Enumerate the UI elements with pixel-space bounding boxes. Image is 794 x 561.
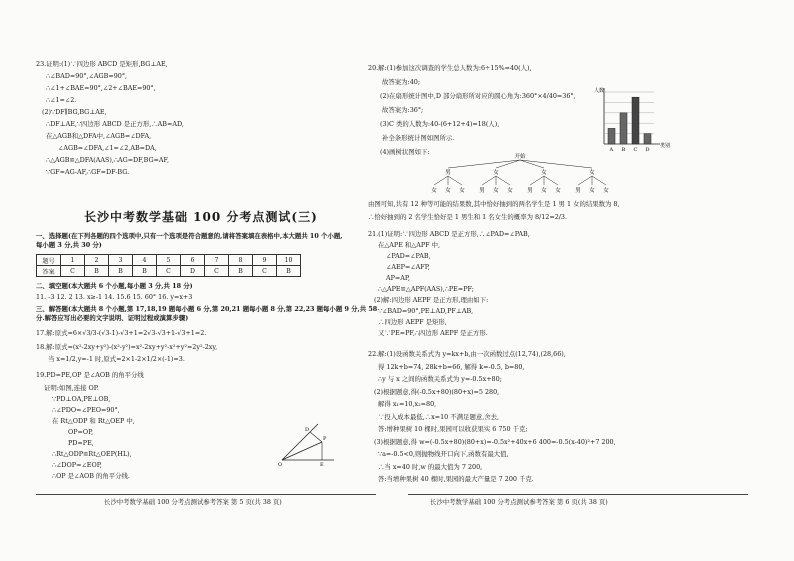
q22-line: (2)根据题意,得(-0.5x+80)(80+x)=5 280, <box>374 387 500 396</box>
q20-line: 20.解:(1)参加这次调查的学生总人数为:6÷15%=40(人), <box>368 64 532 72</box>
tree-branch <box>448 176 462 185</box>
tree-branch <box>448 160 520 168</box>
x-tick-label: B <box>621 147 626 153</box>
answer-cell: C <box>157 266 181 277</box>
q22-line: 答:增种果树 10 棵时,果园可以收获果实 6 750 千克; <box>378 425 528 433</box>
answer-cell: C <box>253 266 277 277</box>
q19-line: OP=OP, <box>68 428 94 436</box>
question-number-cell: 4 <box>133 255 157 266</box>
q21-line: 在△APE 和△APF 中, <box>378 241 441 249</box>
bar-B <box>620 113 627 144</box>
tree-level2-node: 女 <box>493 188 499 194</box>
q20-line: (2)在扇形统计图中,D 部分扇形所对应的圆心角为:360°×4/40=36°, <box>380 92 576 100</box>
section2-answers: 11. -3 12. 2 13. x≥-1 14. 15.6 15. 60° 16. y=x+3 <box>36 293 193 301</box>
q20-line: (3)C 类的人数为:40-(6+12+4)=18(人), <box>380 120 500 128</box>
svg-text:P: P <box>323 436 327 442</box>
answer-table-answer-row <box>37 266 301 277</box>
left-footer-rule <box>36 494 376 495</box>
answer-cell: B <box>85 266 109 277</box>
q21-line: ∴四边形 AEPF 是矩形, <box>378 318 447 326</box>
angle-bisector-figure <box>278 420 338 468</box>
q21-line: AP=AP, <box>386 274 410 282</box>
tree-branch <box>592 176 606 185</box>
q21-line: ∠AEP=∠AFP, <box>386 263 430 271</box>
section1-heading-cont: 每小题 3 分,共 30 分) <box>36 241 102 249</box>
question-number-cell: 8 <box>229 255 253 266</box>
tree-level2-node: 女 <box>507 188 513 194</box>
y-axis-label: 人数 <box>594 88 605 94</box>
question-number-cell: 7 <box>205 255 229 266</box>
tree-branch <box>578 176 592 185</box>
q21-line: ∴△APE≌△APF(AAS),∴PE=PF; <box>378 285 474 293</box>
section1-heading: 一、选择题(在下列各题的四个选项中,只有一个选项是符合题意的,请将答案填在表格中,本大题共 10 个小题, <box>36 232 343 240</box>
q22-line: ∵a=-0.5<0,则抛物线开口向下,函数有最大值, <box>378 450 509 458</box>
q21-line: ∵∠BAD=90°,PE⊥AD,PF⊥AB, <box>378 307 474 315</box>
tree-level2-node: 女 <box>603 188 609 194</box>
tree-level1-node: 女 <box>541 170 547 176</box>
tree-level2-node: 女 <box>555 188 561 194</box>
q19-line: ∴∠PDO=∠PEO=90°, <box>52 406 120 414</box>
tree-level2-node: 女 <box>541 188 547 194</box>
q22-line: ∵投入成本最低,∴x=10 不满足题意,舍去, <box>378 412 500 421</box>
right-footer-rule <box>408 494 748 495</box>
q19-line: 在 Rt△ODP 和 Rt△OEP 中, <box>52 417 135 425</box>
answer-cell: B <box>277 266 301 277</box>
svg-text:O: O <box>278 462 283 468</box>
q20-line: ∴恰好抽到的 2 名学生恰好是 1 男生和 1 名女生的概率为 8/12=2/3. <box>368 213 568 221</box>
tree-branch <box>530 176 544 185</box>
q22-line: 得 12k+b=74, 28k+b=66, 解得 k=-0.5, b=80, <box>378 362 525 371</box>
question-number-cell: 6 <box>181 255 205 266</box>
q19-line: ∴∠DOP=∠EOP, <box>52 461 102 469</box>
x-tick-label: C <box>633 147 638 153</box>
answer-cell: D <box>181 266 205 277</box>
tree-diagram <box>420 152 620 196</box>
answer-cell: C <box>205 266 229 277</box>
question-number-cell: 5 <box>157 255 181 266</box>
left-page-footer: 长沙中考数学基础 100 分考点测试参考答案 第 5 页(共 38 页) <box>104 498 282 506</box>
q23-line: ∴∠BAD=90°,∠AGB=90°, <box>46 72 128 80</box>
question-number-cell: 2 <box>85 255 109 266</box>
question-number-cell: 10 <box>277 255 301 266</box>
x-axis-label: 类别 <box>660 143 671 149</box>
svg-text:D: D <box>305 427 310 433</box>
tree-level2-node: 男 <box>527 188 533 194</box>
q22-line: (3)根据题意,得 w=(-0.5x+80)(80+x)=-0.5x²+40x+6 400=-0.5(x-40)²+7 200, <box>374 437 616 446</box>
bar-A <box>608 128 615 144</box>
q21-line: 又∵PE=PF,∴四边形 AEPF 是正方形. <box>378 329 488 337</box>
tree-level2-node: 女 <box>445 188 451 194</box>
answer-table <box>36 254 301 277</box>
tree-level1-node: 女 <box>493 170 499 176</box>
tree-level2-node: 男 <box>479 188 485 194</box>
q22-line: ∴y 与 x 之间的函数关系式为 y=-0.5x+80; <box>378 375 502 383</box>
q20-line: 故答案为:36°; <box>382 106 424 114</box>
q22-line: 解得 x₁=10,x₂=80, <box>378 400 437 408</box>
page-title: 长沙中考数学基础 100 分考点测试(三) <box>84 210 318 224</box>
tree-level2-node: 女 <box>459 188 465 194</box>
question-number-cell: 题号 <box>37 255 61 266</box>
q21-line: (2)解:四边形 AEPF 是正方形,理由如下: <box>374 296 489 304</box>
q23-line: ∴∠1+∠BAE=90°,∠2+∠BAE=90°, <box>46 84 156 92</box>
section3-heading: 三、解答题(本大题共 8 个小题,第 17,18,19 题每小题 6 分,第 20,21 题每小题 8 分,第 22,23 题每小题 9 分,共 58 <box>36 305 378 313</box>
q21-line: ∠PAD=∠PAB, <box>386 252 431 260</box>
q23-line: (2)∵DF∥BG,BG⊥AE, <box>42 108 107 116</box>
tree-level1-node: 男 <box>445 170 451 176</box>
q18-solution: 18.解:原式=(x²-2xy+y²)-(x²-y²)=x²-2xy+y²-x²+y²=2y²-2xy, <box>36 343 218 351</box>
answer-cell: B <box>133 266 157 277</box>
q23-line: ∠AGB=∠DFA,∠1=∠2,AB=DA, <box>58 144 157 152</box>
q19-line: 证明:如图,连接 OP. <box>44 384 99 392</box>
section2-heading: 二、填空题(本大题共 6 个小题,每小题 3 分,共 18 分) <box>36 282 193 290</box>
bar-C <box>632 97 639 144</box>
q23-line: 在△AGB和△DFA中,∠AGB=∠DFA, <box>46 132 152 140</box>
tree-branch <box>544 176 558 185</box>
q22-line: 22.解:(1)设函数关系式为 y=kx+b,由一次函数过点(12,74),(28,66), <box>368 350 566 358</box>
right-page-footer: 长沙中考数学基础 100 分考点测试参考答案 第 6 页(共 38 页) <box>430 498 608 506</box>
tree-level1-node: 女 <box>589 170 595 176</box>
q19-line: PD=PE, <box>68 439 94 447</box>
q20-line: 故答案为:40; <box>382 78 421 86</box>
q22-line: ∴当 x=40 时,w 的最大值为 7 200, <box>378 462 483 471</box>
bar-D <box>644 134 651 144</box>
q21-line: 21.(1)证明:∵四边形 ABCD 是正方形,∴∠PAD=∠PAB, <box>368 230 530 238</box>
question-number-cell: 1 <box>61 255 85 266</box>
q23-line: 23.证明:(1)∵四边形 ABCD 是矩形,BG⊥AE, <box>36 60 168 68</box>
tree-root: 开始 <box>514 154 526 160</box>
q23-line: ∴△AGB≌△DFA(AAS),∴AG=DF,BG=AF, <box>46 156 170 164</box>
q23-line: ∴DF⊥AE,∵四边形 ABCD 是正方形,∴AB=AD, <box>46 120 184 128</box>
section3-heading-cont: 分.解答应写出必要的文字说明、证明过程或演算步骤) <box>36 314 189 322</box>
tree-branch <box>520 160 592 168</box>
answer-table-header-row <box>37 255 301 266</box>
svg-text:E: E <box>320 462 324 468</box>
tree-level2-node: 女 <box>431 188 437 194</box>
q23-line: ∵GF=AG-AF,∴GF=DF-BG. <box>46 168 130 176</box>
q20-line: 由图可知,共有 12 种等可能的结果数,其中恰好抽到的两名学生是 1 男 1 女的结果数为 8, <box>368 200 620 208</box>
bar-chart <box>592 86 672 154</box>
q19-line: ∴Rt△ODP≌Rt△OEP(HL), <box>52 450 132 458</box>
q23-line: ∴∠1=∠2. <box>46 96 77 104</box>
x-tick-label: A <box>609 147 614 153</box>
tree-level2-node: 女 <box>589 188 595 194</box>
answer-cell: B <box>229 266 253 277</box>
q22-line: 答:当增种果树 40 棵时,果园的最大产量是 7 200 千克. <box>378 475 534 483</box>
tree-level2-node: 男 <box>575 188 581 194</box>
answer-cell: C <box>61 266 85 277</box>
tree-branch <box>482 176 496 185</box>
q20-line: 补全条形统计图如图所示. <box>382 134 455 142</box>
q19-line: ∴OP 是∠AOB 的角平分线. <box>52 472 130 480</box>
tree-branch <box>496 176 510 185</box>
q19-heading: 19.PD=PE,OP 是∠AOB 的角平分线 <box>36 371 144 379</box>
answer-cell: 答案 <box>37 266 61 277</box>
q19-line: ∵PD⊥OA,PE⊥OB, <box>52 395 111 403</box>
answer-cell: B <box>109 266 133 277</box>
x-tick-label: D <box>645 147 650 153</box>
question-number-cell: 3 <box>109 255 133 266</box>
q20-line: (4)画树状图如下: <box>380 148 430 156</box>
q18-solution-cont: 当 x=1/2,y=-1 时,原式=2×1-2×1/2×(-1)=3. <box>48 355 185 363</box>
question-number-cell: 9 <box>253 255 277 266</box>
q17-solution: 17.解:原式=6×√3/3-(√3-1)-√3+1=2√3-√3+1-√3+1=2. <box>36 329 207 337</box>
tree-branch <box>434 176 448 185</box>
